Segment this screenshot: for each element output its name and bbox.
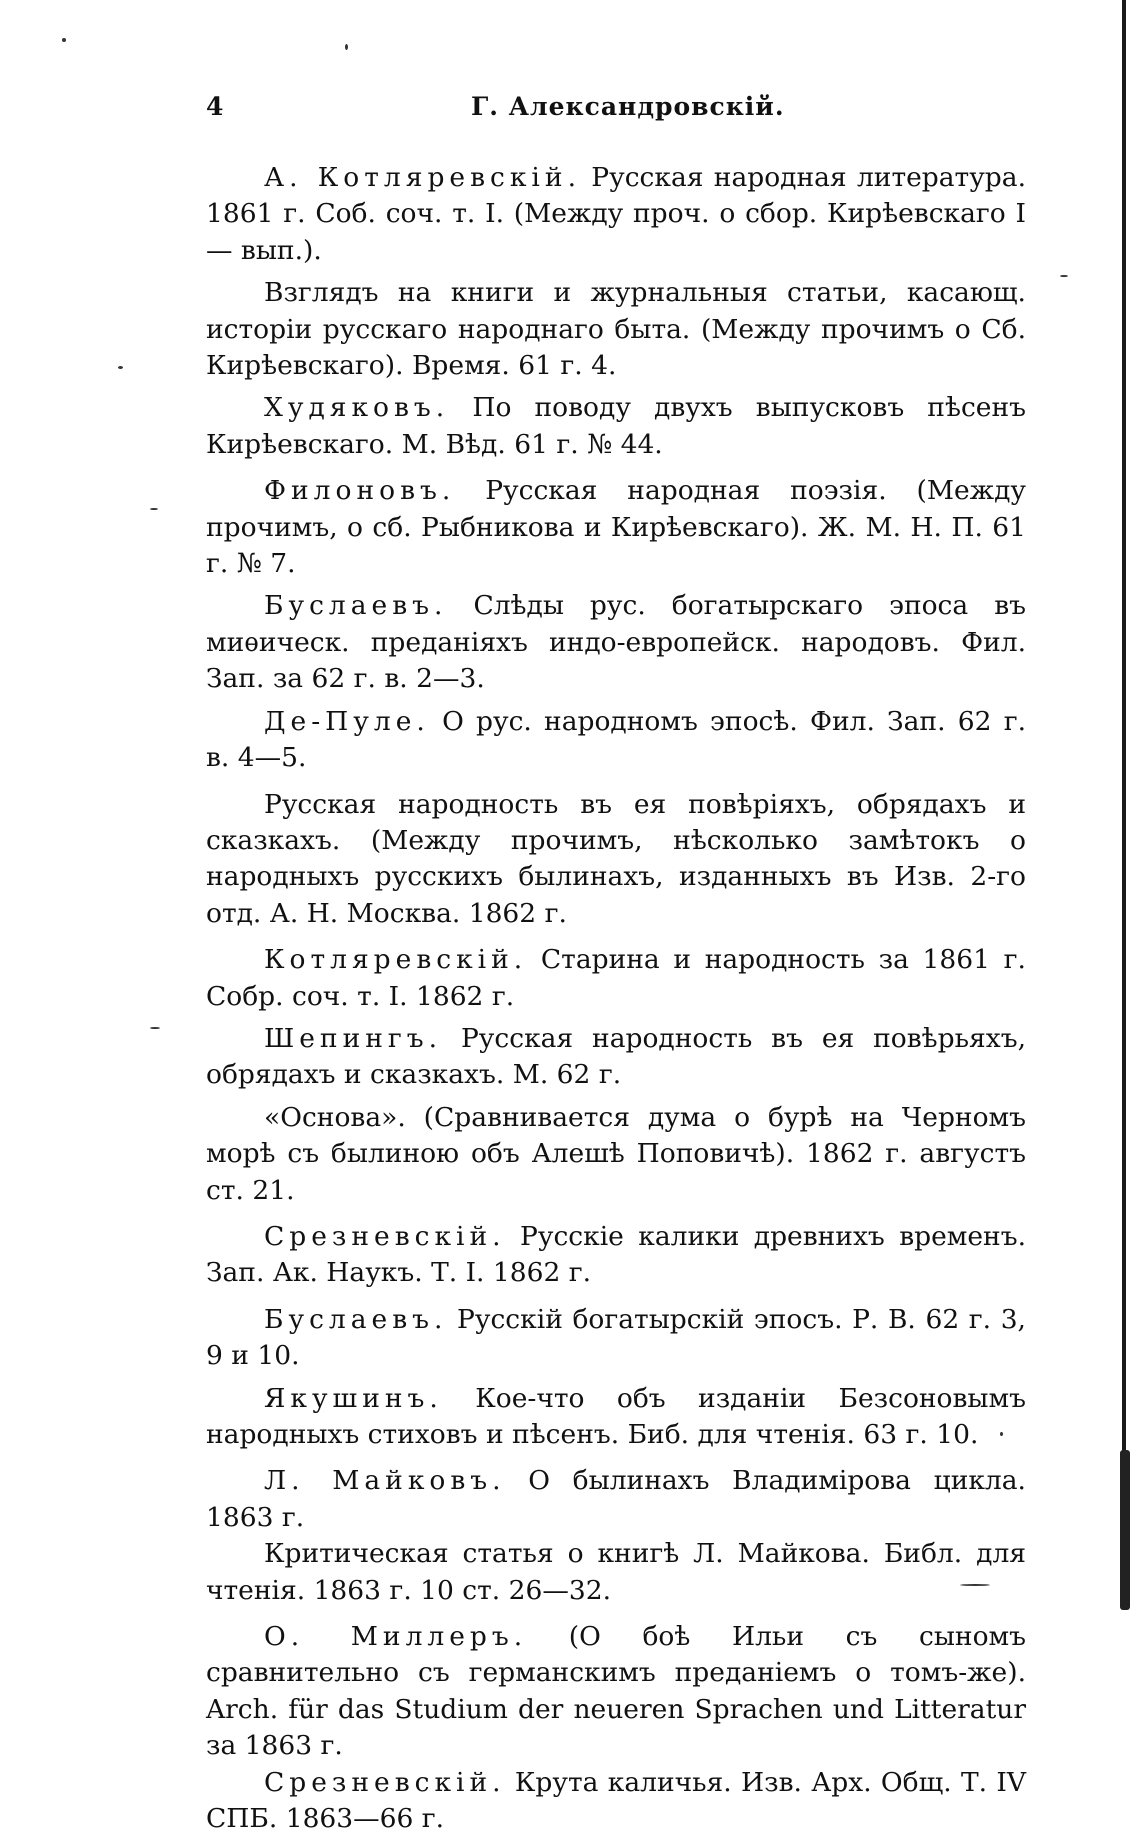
entry-text: Русская народная поэзія. (Между прочимъ, о сб. Рыбникова и Кирѣевскаго). Ж. М. Н. П. 61 г. № 7. [206,475,1026,580]
bibliography-entry [206,1219,1026,1292]
scan-speck [345,44,348,50]
entry-author: Худяковъ. [264,392,450,424]
entry-text: «Основа». (Сравнивается дума о бурѣ на Черномъ морѣ съ былиною объ Алешѣ Поповичѣ). 1862 г. августъ ст. 21. [206,1101,1026,1206]
scan-speck [150,508,158,510]
bibliography-entry [206,787,1026,933]
page-edge-blot [1120,1450,1130,1610]
entry-author: Л. Майковъ. [264,1465,506,1497]
scan-speck [118,366,123,369]
entry-text: Русская народность въ ея повѣрьяхъ, обрядахъ и сказкахъ. М. 62 г. [206,1022,1026,1091]
entry-author: А. Котляревскій. [264,162,581,193]
entry-text: Взглядъ на книги и журнальныя статьи, касающ. исторіи русскаго народнаго быта. (Между прочимъ о Сб. Кирѣевскаго). Время. 61 г. 4. [206,277,1026,382]
entry-text: Русская народная литература. 1861 г. Соб. соч. т. I. (Между проч. о сбор. Кирѣевскаго I — вып.). [206,162,1026,266]
entry-text: Кое-что объ изданіи Безсоновымъ народныхъ стиховъ и пѣсенъ. Биб. для чтенія. 63 г. 10. [206,1382,1026,1450]
entry-text: Слѣды рус. богатырскаго эпоса въ миѳическ. преданіяхъ индо-европейск. народовъ. Фил. Зап. за 62 г. в. 2—3. [206,590,1026,695]
entry-text: Русскій богатырскій эпосъ. Р. В. 62 г. 3, 9 и 10. [206,1303,1026,1372]
bibliography-entry [206,1463,1026,1536]
entry-text: Старина и народность за 1861 г. Собр. соч. т. I. 1862 г. [206,944,1026,1012]
entry-author: Срезневскій. [264,1766,506,1798]
bibliography-entry [206,704,1026,777]
entry-author: Буслаевъ. [264,590,448,622]
entry-text: Русскіе калики древнихъ временъ. Зап. Ак. Наукъ. Т. I. 1862 г. [206,1220,1026,1289]
entry-author: Срезневскій. [264,1220,506,1252]
page-edge-shadow [1122,0,1126,1580]
entry-text: О былинахъ Владимірова цикла. 1863 г. [206,1465,1026,1533]
scan-speck [62,38,66,42]
scan-speck [150,1027,160,1029]
page-header [206,92,1026,128]
page-number: 4 [206,92,224,121]
bibliography-entry [206,1765,1026,1837]
bibliography-entry [206,588,1026,697]
entry-author: Шепингъ. [264,1022,443,1054]
entry-text: (О боѣ Ильи съ сыномъ сравнительно съ германскимъ преданіемъ о томъ-же). Arch. für das Studium der neueren Sprachen und Litteratur за 1863 г. [206,1621,1026,1762]
bibliography-list [206,160,1026,1837]
entry-text: Критическая статья о книгѣ Л. Майкова. Библ. для чтенія. 1863 г. 10 ст. 26—32. [206,1538,1026,1606]
entry-text: Крута каличья. Изв. Арх. Общ. Т. IV СПБ. 1863—66 г. [206,1766,1026,1835]
entry-author: Буслаевъ. [264,1303,448,1335]
entry-author: Якушинъ. [264,1382,443,1414]
bibliography-entry [206,1302,1026,1375]
bibliography-entry [206,473,1026,582]
entry-text: Русская народность въ ея повѣріяхъ, обрядахъ и сказкахъ. (Между прочимъ, нѣсколько замѣтокъ о народныхъ русскихъ былинахъ, изданныхъ въ Изв. 2-го отд. А. Н. Москва. 1862 г. [206,788,1026,929]
entry-text: О рус. народномъ эпосѣ. Фил. Зап. 62 г. в. 4—5. [206,705,1026,774]
entry-author: Филоновъ. [264,475,456,507]
entry-author: О. Миллеръ. [264,1621,528,1653]
entry-author: Де-Пуле. [264,705,430,737]
scan-speck [1060,275,1068,277]
bibliography-entry [206,942,1026,1015]
bibliography-entry [206,275,1026,384]
bibliography-entry [206,1536,1026,1609]
bibliography-entry [206,1100,1026,1209]
bibliography-entry [206,160,1026,269]
running-title: Г. Александровскій. [471,92,785,121]
bibliography-entry [206,1619,1026,1765]
entry-author: Котляревскій. [264,944,528,976]
bibliography-entry [206,390,1026,463]
bibliography-entry [206,1021,1026,1094]
entry-text: По поводу двухъ выпусковъ пѣсенъ Кирѣевскаго. М. Вѣд. 61 г. № 44. [206,392,1026,460]
bibliography-entry [206,1381,1026,1454]
